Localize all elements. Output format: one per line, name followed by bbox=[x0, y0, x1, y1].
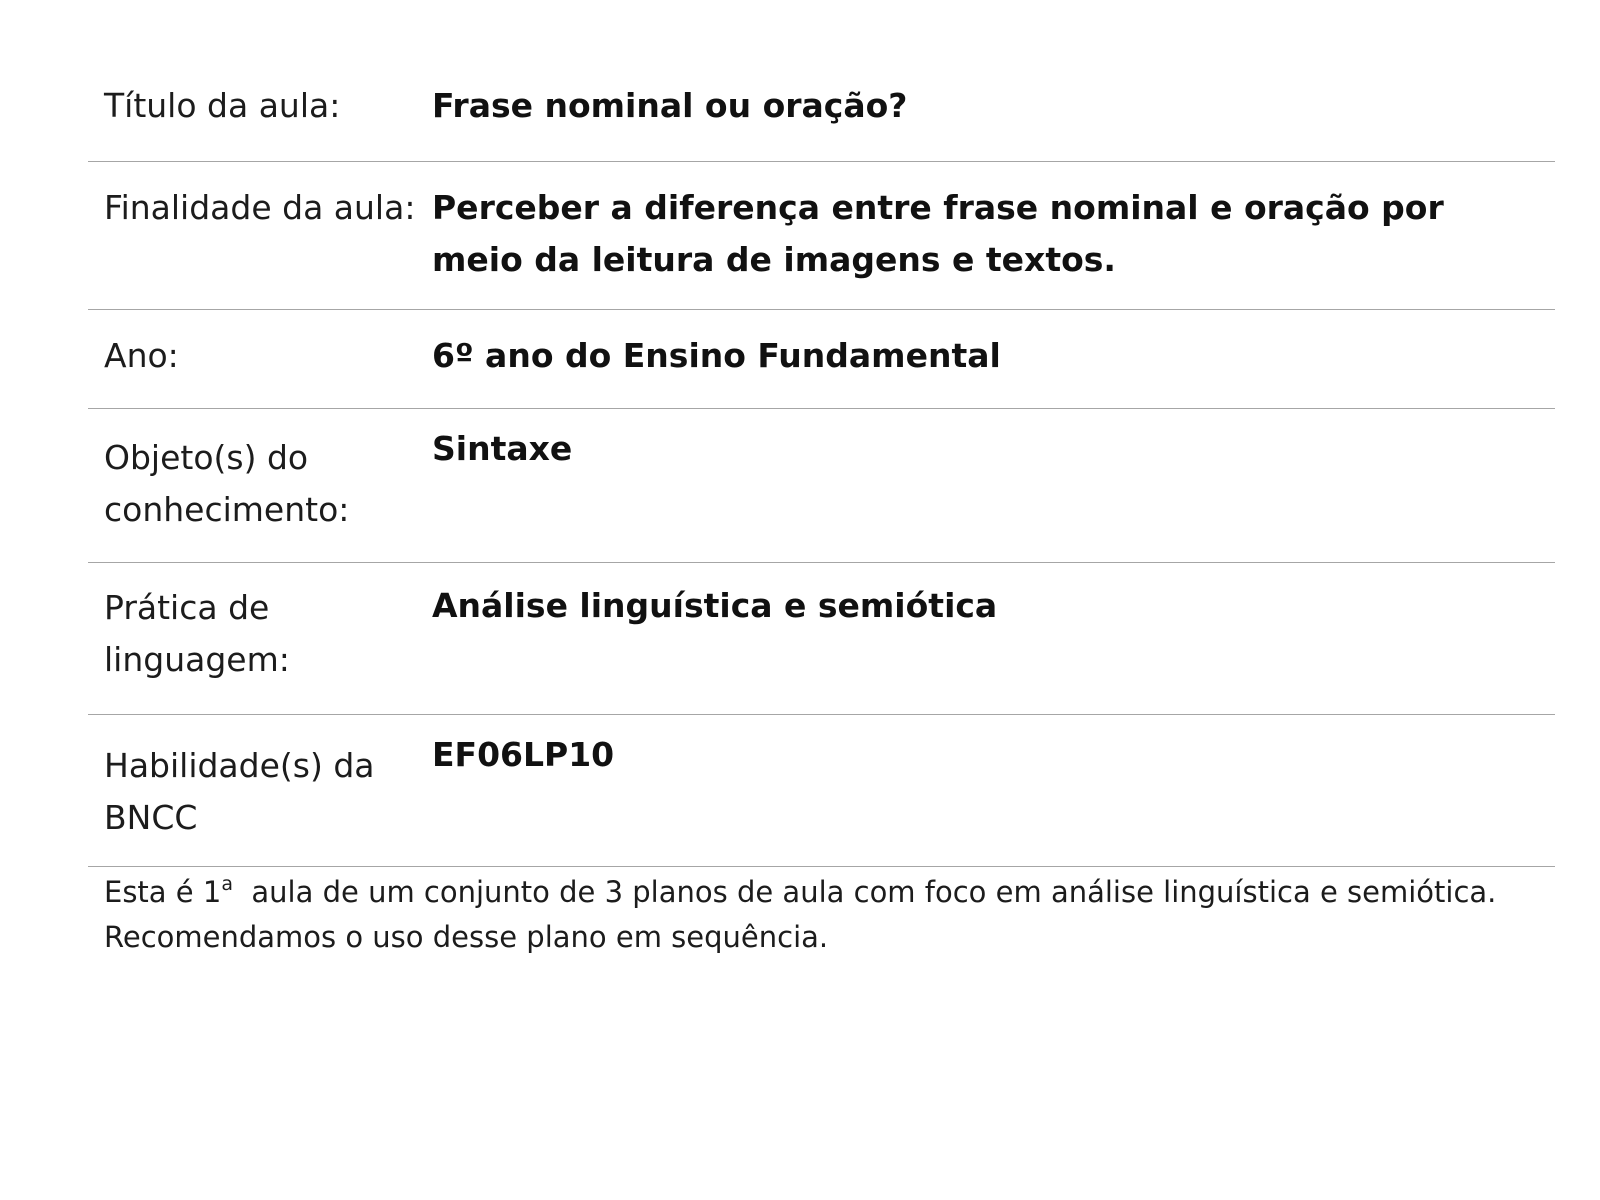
row-label-habilidade: Habilidade(s) da BNCC bbox=[104, 746, 375, 837]
table-row-pratica bbox=[88, 563, 1555, 715]
row-label-objeto: Objeto(s) do conhecimento: bbox=[104, 438, 350, 529]
row-value-ano: 6º ano do Ensino Fundamental bbox=[432, 336, 1001, 375]
table-row-titulo bbox=[88, 0, 1555, 162]
note-line1-rest: aula de um conjunto de 3 planos de aula com foco em análise linguística e semiótica. bbox=[232, 875, 1497, 909]
lesson-plan-table bbox=[88, 0, 1555, 867]
table-row-ano bbox=[88, 310, 1555, 409]
row-label-finalidade: Finalidade da aula: bbox=[104, 188, 416, 227]
note-prefix: Esta é 1 bbox=[104, 875, 222, 909]
row-value-objeto: Sintaxe bbox=[432, 429, 573, 468]
table-row-objeto bbox=[88, 409, 1555, 563]
table-row-habilidade bbox=[88, 715, 1555, 867]
sequence-note bbox=[104, 870, 1544, 960]
row-value-pratica: Análise linguística e semiótica bbox=[432, 586, 998, 625]
row-value-finalidade: Perceber a diferença entre frase nominal e oração por meio da leitura de imagens e textos. bbox=[432, 188, 1444, 279]
note-line2: Recomendamos o uso desse plano em sequência. bbox=[104, 920, 829, 954]
row-label-ano: Ano: bbox=[104, 336, 179, 375]
row-label-titulo: Título da aula: bbox=[104, 86, 341, 125]
row-value-habilidade: EF06LP10 bbox=[432, 735, 615, 774]
lesson-plan-sheet bbox=[88, 0, 1555, 867]
row-value-titulo: Frase nominal ou oração? bbox=[432, 86, 908, 125]
table-row-finalidade bbox=[88, 162, 1555, 310]
note-ordinal-superscript: a bbox=[221, 873, 233, 895]
row-label-pratica: Prática de linguagem: bbox=[104, 588, 290, 679]
